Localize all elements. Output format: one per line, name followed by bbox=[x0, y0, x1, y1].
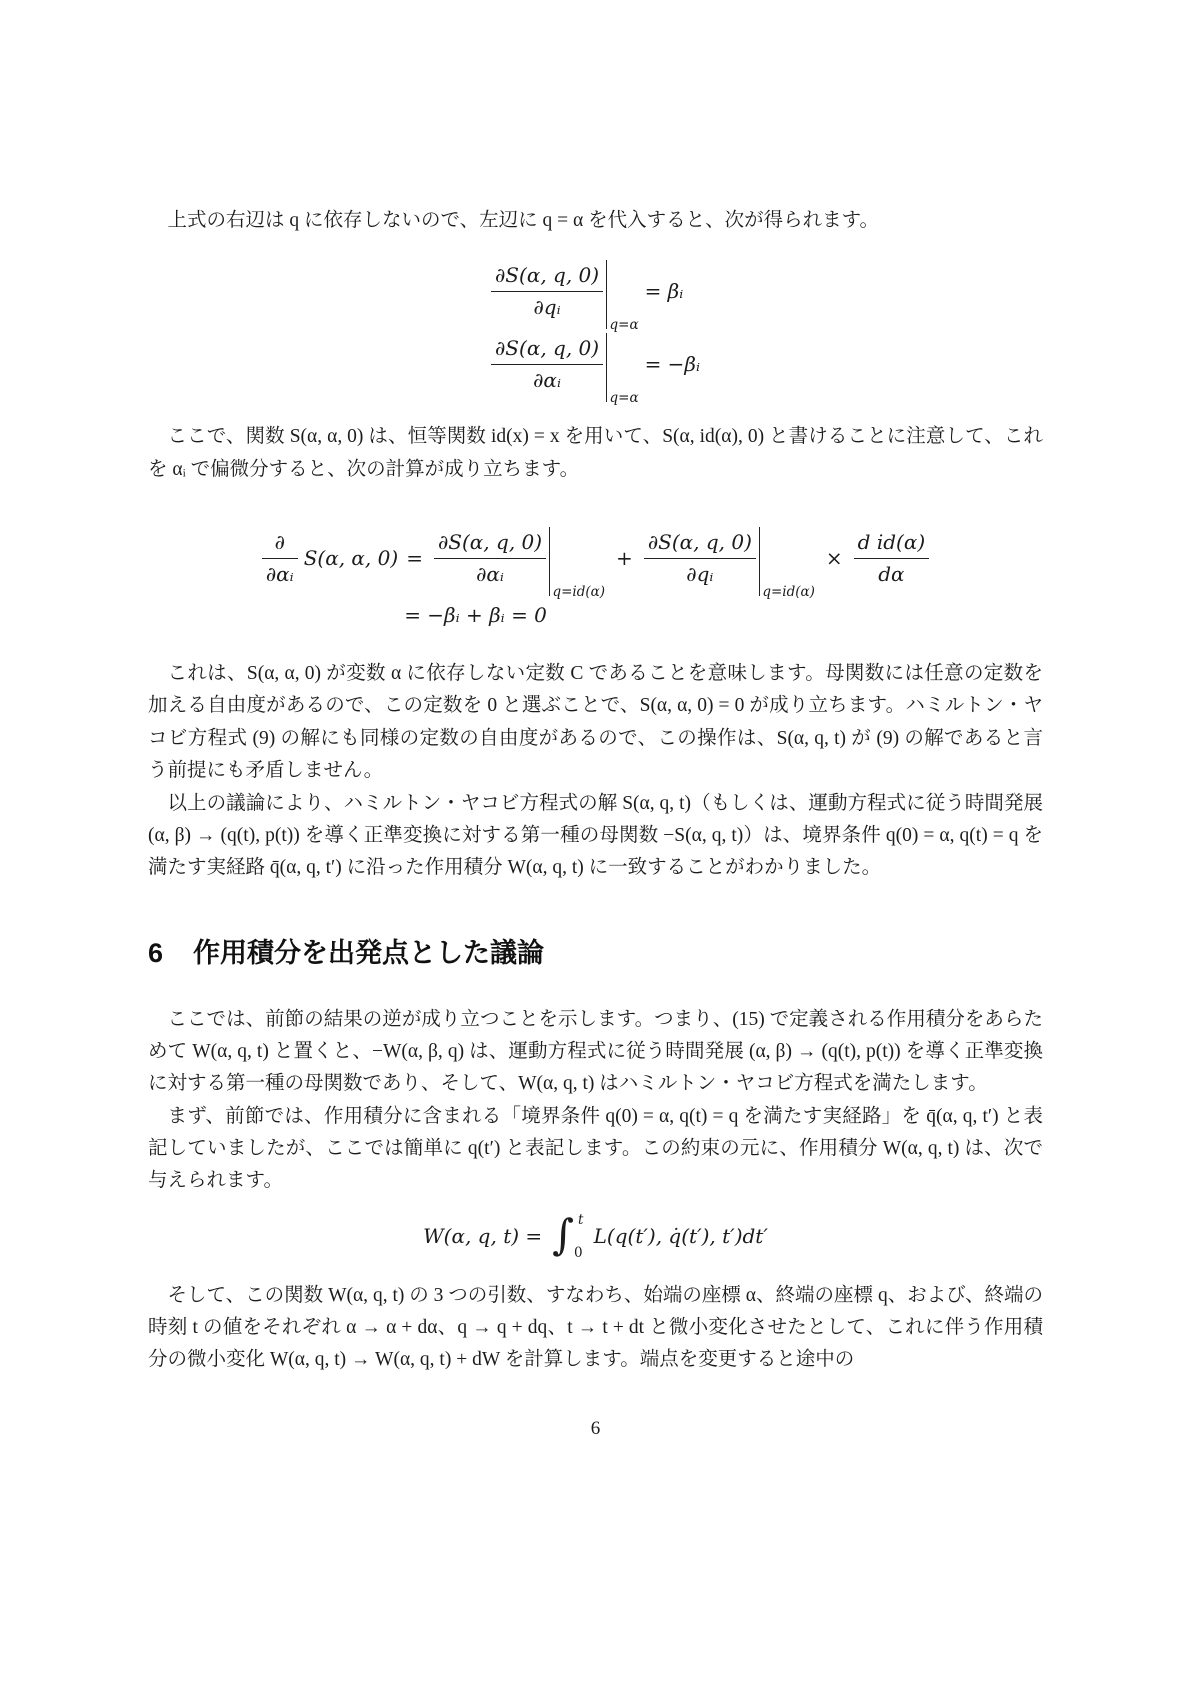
fraction-numerator: ∂S(α, q, 0) bbox=[494, 336, 600, 361]
evaluation-condition: q=id(α) bbox=[762, 584, 815, 601]
section-heading bbox=[148, 931, 1043, 970]
equation-grid bbox=[491, 263, 701, 407]
eq1-line1-rhs: = βᵢ bbox=[644, 279, 684, 304]
equation-chain-rule bbox=[148, 530, 1043, 628]
eq2-term2-fraction bbox=[644, 530, 756, 587]
equation-action-integral bbox=[148, 1209, 1043, 1262]
eq1-line2-lhs bbox=[491, 336, 639, 407]
equation-grid bbox=[262, 530, 929, 628]
eq3-integrand: L(q(t′), q̇(t′), t′)dt′ bbox=[593, 1224, 768, 1249]
paragraph-intro: 上式の右辺は q に依存しないので、左辺に q = α を代入すると、次が得られます。 bbox=[167, 210, 880, 231]
fraction-denominator: ∂qᵢ bbox=[644, 558, 756, 587]
eq2-term1-fraction bbox=[434, 530, 546, 587]
eq1-line1-lhs bbox=[491, 263, 639, 334]
equals-sign: = bbox=[406, 546, 423, 571]
section-number: 6 bbox=[148, 937, 164, 968]
eq2-term1-evaluated bbox=[434, 530, 606, 601]
evaluation-condition: q=id(α) bbox=[552, 584, 606, 601]
fraction-numerator: ∂ bbox=[274, 530, 285, 555]
section-title: 作用積分を出発点とした議論 bbox=[193, 937, 545, 968]
eq2-lhs-fraction bbox=[262, 530, 298, 587]
eq1-line1-evaluated bbox=[491, 263, 639, 334]
eq1-line1-fraction bbox=[491, 263, 603, 320]
eq2-rhs-line1 bbox=[398, 530, 929, 601]
eq2-term2-evaluated bbox=[644, 530, 815, 601]
fraction-denominator: ∂qᵢ bbox=[491, 291, 603, 320]
fraction-numerator: ∂S(α, q, 0) bbox=[647, 530, 752, 555]
paragraph-summary: 以上の議論により、ハミルトン・ヤコビ方程式の解 S(α, q, t)（もしくは、運動方程式に従う時間発展 (α, β) → (q(t), p(t)) を導く正準変換に対する第一種の母関数 −S(α, q, t)）は、境界条件 q(0) = α, q(t) = q を満たす実経路 q̄(α, q, t′) に沿った作用積分 W(α, q, t) に一致することがわかりました。 bbox=[148, 792, 1043, 879]
eq1-line2-rhs: = −βᵢ bbox=[644, 352, 701, 377]
fraction-denominator: ∂αᵢ bbox=[491, 364, 603, 393]
evaluation-condition: q=α bbox=[609, 317, 639, 334]
integral-limits bbox=[575, 1212, 584, 1262]
eq1-line2-fraction bbox=[491, 336, 603, 393]
eq2-rhs-line2: = −βᵢ + βᵢ = 0 bbox=[404, 603, 547, 628]
fraction-numerator: d id(α) bbox=[857, 530, 926, 555]
fraction-denominator: dα bbox=[854, 558, 929, 587]
page-number: 6 bbox=[590, 1418, 601, 1439]
plus-sign: + bbox=[616, 546, 633, 571]
fraction-denominator: ∂αᵢ bbox=[262, 558, 298, 587]
paragraph-notation: まず、前節では、作用積分に含まれる「境界条件 q(0) = α, q(t) = q を満たす実経路」を q̄(α, q, t′) と表記していましたが、ここでは簡単に q(t′) と表記します。この約束の元に、作用積分 W(α, q, t) は、次で与えられます。 bbox=[148, 1105, 1043, 1192]
integral-lower-limit: 0 bbox=[574, 1244, 583, 1261]
integral-sign: ∫ bbox=[552, 1209, 575, 1259]
eq1-line2-evaluated bbox=[491, 336, 639, 407]
eq2-lhs bbox=[262, 530, 398, 587]
paragraph-variation: そして、この関数 W(α, q, t) の 3 つの引数、すなわち、始端の座標 α、終端の座標 q、および、終端の時刻 t の値をそれぞれ α → α + dα、q → q + dq、t → t + dt と微小変化させたとして、これに伴う作用積分の微小変化 W(α, q, t) → W(α, q, t) + dW を計算します。端点を変更すると途中の bbox=[148, 1284, 1043, 1371]
fraction-numerator: ∂S(α, q, 0) bbox=[437, 530, 543, 555]
integral-upper-limit: t bbox=[578, 1211, 584, 1228]
equation-boundary-derivatives bbox=[148, 263, 1043, 407]
paragraph-constant-conclusion: これは、S(α, α, 0) が変数 α に依存しない定数 C であることを意味します。母関数には任意の定数を加える自由度があるので、この定数を 0 と選ぶことで、S(α, α, 0) = 0 が成り立ちます。ハミルトン・ヤコビ方程式 (9) の解にも同様の定数の自由度があるので、この操作は、S(α, q, t) が (9) の解であると言う前提にも矛盾しません。 bbox=[148, 663, 1043, 782]
eq2-term3-fraction bbox=[854, 530, 929, 587]
paragraph-identity-function: ここで、関数 S(α, α, 0) は、恒等関数 id(x) = x を用いて、S(α, id(α), 0) と書けることに注意して、これを αᵢ で偏微分すると、次の計算が成り立ちます。 bbox=[148, 426, 1043, 480]
integral bbox=[552, 1209, 584, 1262]
times-sign: × bbox=[825, 546, 843, 571]
eq3-row bbox=[423, 1209, 768, 1262]
eq2-lhs-function: S(α, α, 0) bbox=[303, 546, 399, 571]
evaluation-condition: q=α bbox=[609, 390, 639, 407]
paragraph-section6-intro: ここでは、前節の結果の逆が成り立つことを示します。つまり、(15) で定義される作用積分をあらためて W(α, q, t) と置くと、−W(α, β, q) は、運動方程式に従う時間発展 (α, β) → (q(t), p(t)) を導く正準変換に対する第一種の母関数であり、そして、W(α, q, t) はハミルトン・ヤコビ方程式を満たします。 bbox=[148, 1008, 1043, 1095]
fraction-numerator: ∂S(α, q, 0) bbox=[494, 263, 600, 288]
eq3-lhs: W(α, q, t) = bbox=[423, 1224, 543, 1249]
fraction-denominator: ∂αᵢ bbox=[434, 558, 546, 587]
